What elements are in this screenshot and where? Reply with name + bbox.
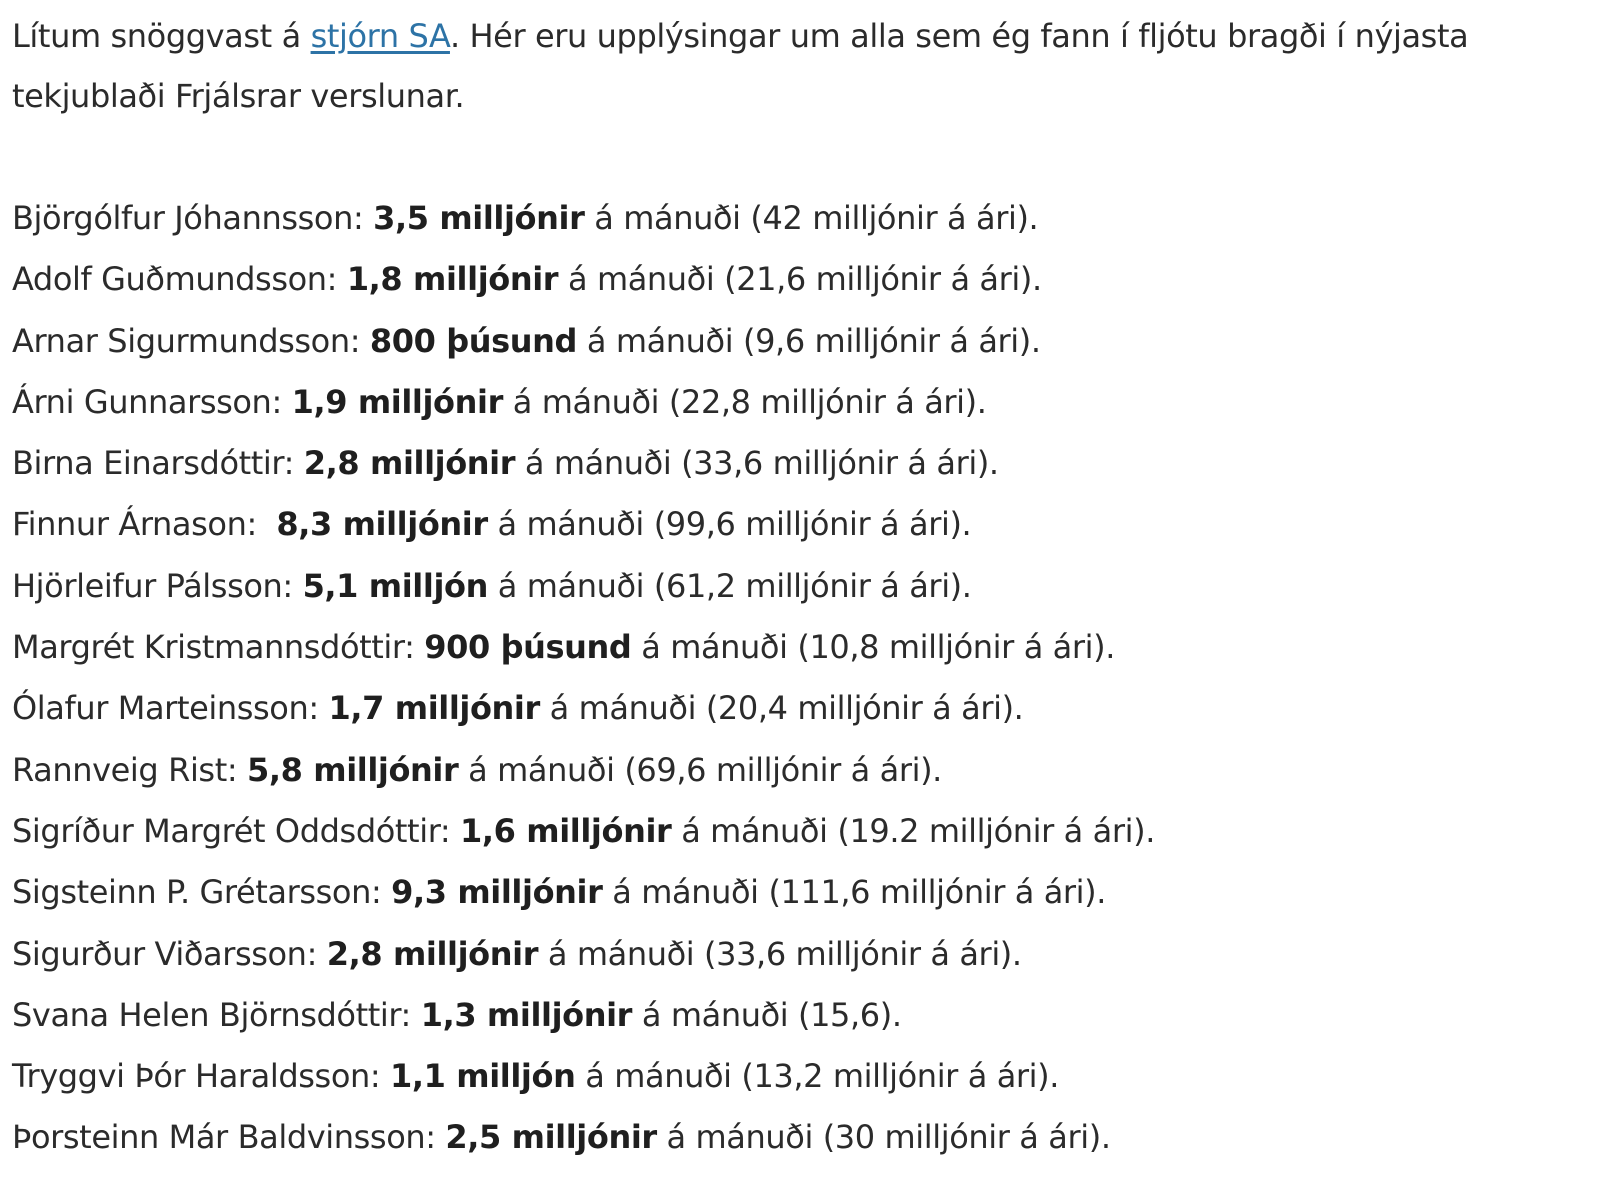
monthly-amount: 5,8 milljónir xyxy=(247,750,459,789)
person-name: Þorsteinn Már Baldvinsson: xyxy=(12,1118,446,1157)
person-name: Arnar Sigurmundsson: xyxy=(12,321,370,360)
monthly-amount: 2,8 milljónir xyxy=(326,934,539,973)
person-name: Árni Gunnarsson: xyxy=(12,382,292,421)
person-name: Hjörleifur Pálsson: xyxy=(12,566,303,605)
board-link[interactable]: stjórn SA xyxy=(310,17,450,55)
monthly-amount: 1,7 milljónir xyxy=(328,689,540,728)
salary-row xyxy=(12,924,1588,985)
salary-detail: á mánuði (30 milljónir á ári). xyxy=(656,1118,1111,1157)
monthly-amount: 8,3 milljónir xyxy=(276,505,488,544)
monthly-amount: 3,5 milljónir xyxy=(373,199,585,237)
salary-detail: á mánuði (20,4 milljónir á ári). xyxy=(539,689,1024,728)
salary-row xyxy=(12,188,1588,249)
salary-row xyxy=(12,372,1588,433)
salary-detail: á mánuði (42 milljónir á ári). xyxy=(584,199,1039,237)
person-name: Ólafur Marteinsson: xyxy=(12,689,329,728)
monthly-amount: 2,8 milljónir xyxy=(303,444,516,483)
monthly-amount: 900 þúsund xyxy=(424,628,632,667)
salary-detail: á mánuði (13,2 milljónir á ári). xyxy=(575,1057,1060,1096)
intro-text-before-link: Lítum snöggvast á xyxy=(12,17,311,55)
salary-row xyxy=(12,1107,1588,1168)
salary-detail: á mánuði (15,6). xyxy=(632,995,902,1034)
monthly-amount: 1,8 milljónir xyxy=(346,260,559,299)
monthly-amount: 9,3 milljónir xyxy=(391,873,603,912)
monthly-amount: 5,1 milljón xyxy=(302,566,488,605)
salary-row xyxy=(12,494,1588,555)
salary-detail: á mánuði (99,6 milljónir á ári). xyxy=(487,505,972,544)
salary-detail: á mánuði (19.2 milljónir á ári). xyxy=(671,811,1155,850)
person-name: Sigsteinn P. Grétarsson: xyxy=(12,873,392,912)
salary-row xyxy=(12,249,1588,310)
salary-row xyxy=(12,1046,1588,1107)
salary-row xyxy=(12,801,1588,862)
person-name: Sigurður Viðarsson: xyxy=(12,934,327,973)
person-name: Svana Helen Björnsdóttir: xyxy=(12,995,421,1034)
salary-detail: á mánuði (33,6 milljónir á ári). xyxy=(515,444,999,483)
salary-row xyxy=(12,740,1588,801)
salary-row xyxy=(12,985,1588,1046)
person-name: Finnur Árnason: xyxy=(12,505,277,544)
person-name: Tryggvi Þór Haraldsson: xyxy=(12,1057,391,1096)
person-name: Adolf Guðmundsson: xyxy=(12,260,347,299)
salary-row xyxy=(12,617,1588,678)
salary-list xyxy=(12,188,1588,1169)
person-name: Birna Einarsdóttir: xyxy=(12,444,304,483)
monthly-amount: 1,1 milljón xyxy=(390,1057,576,1096)
monthly-amount: 800 þúsund xyxy=(369,321,578,360)
salary-detail: á mánuði (9,6 milljónir á ári). xyxy=(577,321,1041,360)
monthly-amount: 1,9 milljónir xyxy=(291,382,503,421)
salary-detail: á mánuði (21,6 milljónir á ári). xyxy=(558,260,1042,299)
salary-detail: á mánuði (22,8 milljónir á ári). xyxy=(502,382,987,421)
salary-detail: á mánuði (111,6 milljónir á ári). xyxy=(602,873,1107,912)
person-name: Björgólfur Jóhannsson: xyxy=(12,199,374,237)
salary-row xyxy=(12,678,1588,739)
salary-row xyxy=(12,311,1588,372)
intro-paragraph xyxy=(12,6,1588,126)
monthly-amount: 1,3 milljónir xyxy=(420,995,633,1034)
monthly-amount: 2,5 milljónir xyxy=(445,1118,657,1157)
salary-detail: á mánuði (69,6 milljónir á ári). xyxy=(458,750,942,789)
person-name: Sigríður Margrét Oddsdóttir: xyxy=(12,811,461,850)
salary-row xyxy=(12,433,1588,494)
monthly-amount: 1,6 milljónir xyxy=(460,811,672,850)
salary-row xyxy=(12,862,1588,923)
salary-detail: á mánuði (33,6 milljónir á ári). xyxy=(538,934,1022,973)
intro-text-after-link: . Hér eru upplýsingar um alla sem ég fann í fljótu bragði í nýjasta tekjublaði Frjálsrar verslunar. xyxy=(12,17,1469,115)
salary-detail: á mánuði (10,8 milljónir á ári). xyxy=(631,628,1115,667)
person-name: Margrét Kristmannsdóttir: xyxy=(12,628,425,667)
salary-detail: á mánuði (61,2 milljónir á ári). xyxy=(487,566,972,605)
person-name: Rannveig Rist: xyxy=(12,750,248,789)
salary-row xyxy=(12,556,1588,617)
